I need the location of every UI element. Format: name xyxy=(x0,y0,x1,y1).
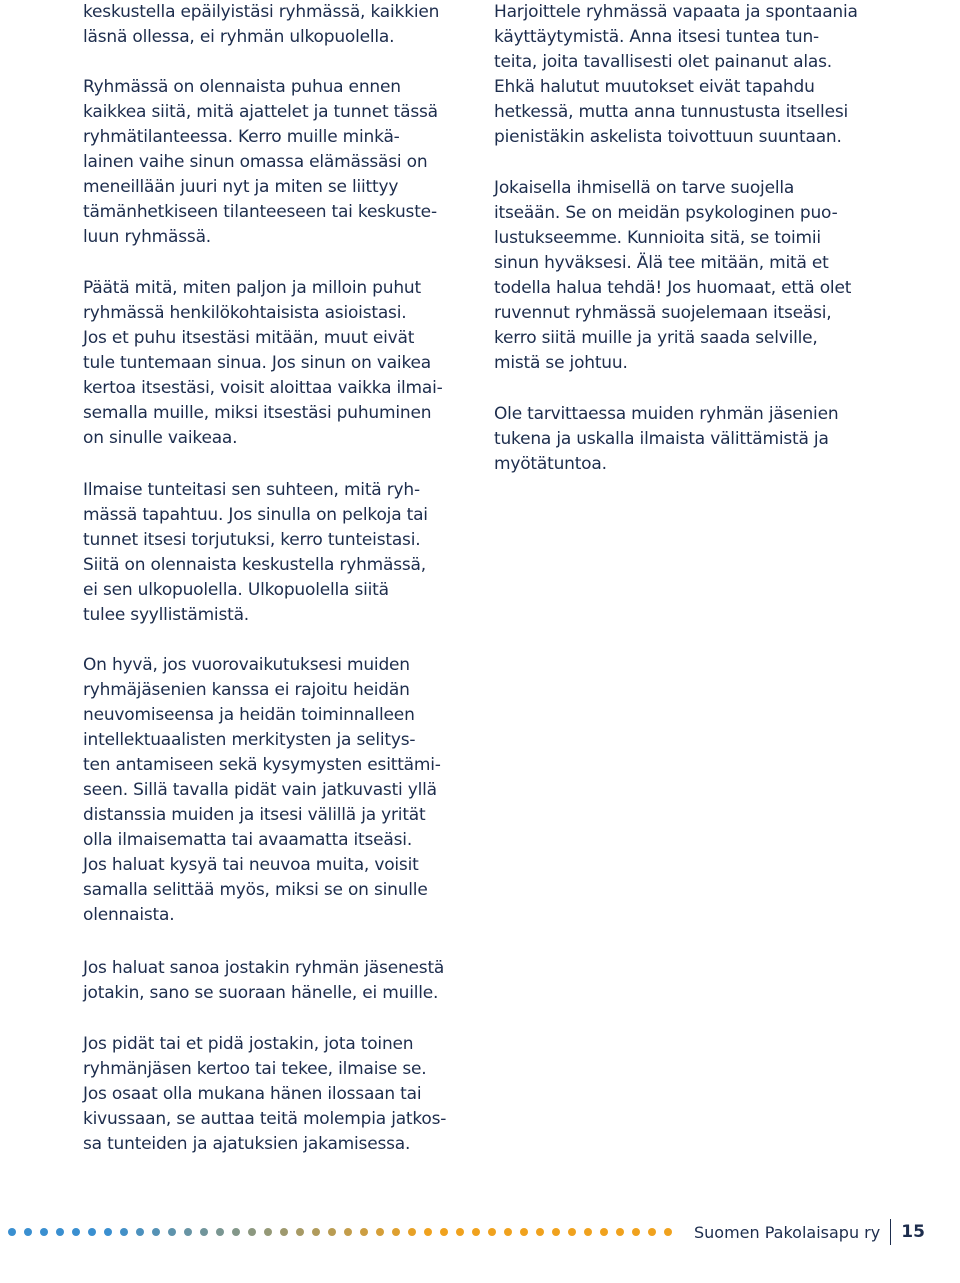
paragraph: Ryhmässä on olennaista puhua ennen kaikkea siitä, mitä ajattelet ja tunnet tässä ryhmätilanteessa. Kerro muille minkä- lainen vaihe sinun omassa elämässäsi on meneillään juuri nyt ja miten se liittyy tämänhetkiseen tilanteeseen tai keskuste- luun ryhmässä. xyxy=(83,77,438,247)
decorative-dot xyxy=(104,1228,112,1236)
decorative-dot xyxy=(632,1228,640,1236)
decorative-dot xyxy=(616,1228,624,1236)
paragraph: Harjoittele ryhmässä vapaata ja spontaania käyttäytymistä. Anna itsesi tuntea tun- teita, joita tavallisesti olet painanut alas. Ehkä halutut muutokset eivät tapahdu hetkessä, mutta anna tunnustusta itsellesi pienistäkin askelista toivottuun suuntaan. xyxy=(494,2,858,147)
decorative-dot xyxy=(584,1228,592,1236)
decorative-dot xyxy=(184,1228,192,1236)
decorative-dot xyxy=(280,1228,288,1236)
page-number: 15 xyxy=(901,1222,925,1242)
decorative-dot xyxy=(232,1228,240,1236)
decorative-dot xyxy=(600,1228,608,1236)
decorative-dot xyxy=(296,1228,304,1236)
decorative-dot xyxy=(344,1228,352,1236)
decorative-dot xyxy=(152,1228,160,1236)
decorative-dot xyxy=(440,1228,448,1236)
paragraph: On hyvä, jos vuorovaikutuksesi muiden ryhmäjäsenien kanssa ei rajoitu heidän neuvomiseensa ja heidän toiminnalleen intellektuaalisten merkitysten ja selitys- ten antamiseen sekä kysymysten esittämi- seen. Sillä tavalla pidät vain jatkuvasti yllä distanssia muiden ja itsesi välillä ja yrität olla ilmaisematta tai avaamatta itseäsi. Jos haluat kysyä tai neuvoa muita, voisit samalla selittää myös, miksi se on sinulle olennaista. xyxy=(83,655,441,925)
paragraph: keskustella epäilyistäsi ryhmässä, kaikkien läsnä ollessa, ei ryhmän ulkopuolella. xyxy=(83,2,440,47)
decorative-dot xyxy=(504,1228,512,1236)
decorative-dot-row xyxy=(0,1228,690,1238)
decorative-dot xyxy=(40,1228,48,1236)
decorative-dot xyxy=(200,1228,208,1236)
publisher-name: Suomen Pakolaisapu ry xyxy=(694,1222,881,1242)
decorative-dot xyxy=(472,1228,480,1236)
decorative-dot xyxy=(488,1228,496,1236)
decorative-dot xyxy=(536,1228,544,1236)
page-footer xyxy=(694,1219,925,1245)
decorative-dot xyxy=(56,1228,64,1236)
decorative-dot xyxy=(8,1228,16,1236)
decorative-dot xyxy=(264,1228,272,1236)
decorative-dot xyxy=(552,1228,560,1236)
decorative-dot xyxy=(376,1228,384,1236)
decorative-dot xyxy=(520,1228,528,1236)
decorative-dot xyxy=(24,1228,32,1236)
footer-divider xyxy=(890,1219,891,1245)
decorative-dot xyxy=(392,1228,400,1236)
decorative-dot xyxy=(312,1228,320,1236)
decorative-dot xyxy=(360,1228,368,1236)
paragraph: Jos pidät tai et pidä jostakin, jota toinen ryhmänjäsen kertoo tai tekee, ilmaise se. Jos osaat olla mukana hänen ilossaan tai kivussaan, se auttaa teitä molempia jatkos- sa tunteiden ja ajatuksien jakamisessa. xyxy=(83,1034,447,1154)
paragraph: Ole tarvittaessa muiden ryhmän jäsenien tukena ja uskalla ilmaista välittämistä ja myötätuntoa. xyxy=(494,404,839,474)
paragraph: Jos haluat sanoa jostakin ryhmän jäsenestä jotakin, sano se suoraan hänelle, ei muille. xyxy=(83,958,445,1003)
decorative-dot xyxy=(648,1228,656,1236)
decorative-dot xyxy=(120,1228,128,1236)
decorative-dot xyxy=(664,1228,672,1236)
decorative-dot xyxy=(328,1228,336,1236)
decorative-dot xyxy=(88,1228,96,1236)
paragraph: Jokaisella ihmisellä on tarve suojella itseään. Se on meidän psykologinen puo- lustukseemme. Kunnioita sitä, se toimii sinun hyväksesi. Älä tee mitään, mitä et todella halua tehdä! Jos huomaat, että olet ruvennut ryhmässä suojelemaan itseäsi, kerro siitä muille ja yritä saada selville, mistä se johtuu. xyxy=(494,178,852,373)
decorative-dot xyxy=(248,1228,256,1236)
decorative-dot xyxy=(424,1228,432,1236)
decorative-dot xyxy=(72,1228,80,1236)
decorative-dot xyxy=(216,1228,224,1236)
decorative-dot xyxy=(568,1228,576,1236)
decorative-dot xyxy=(408,1228,416,1236)
decorative-dot xyxy=(456,1228,464,1236)
decorative-dot xyxy=(168,1228,176,1236)
paragraph: Päätä mitä, miten paljon ja milloin puhut ryhmässä henkilökohtaisista asioistasi. Jos et puhu itsestäsi mitään, muut eivät tule tuntemaan sinua. Jos sinun on vaikea kertoa itsestäsi, voisit aloittaa vaikka ilmai- semalla muille, miksi itsestäsi puhuminen on sinulle vaikeaa. xyxy=(83,278,443,448)
decorative-dot xyxy=(136,1228,144,1236)
paragraph: Ilmaise tunteitasi sen suhteen, mitä ryh- mässä tapahtuu. Jos sinulla on pelkoja tai tunnet itsesi torjutuksi, kerro tunteistasi. Siitä on olennaista keskustella ryhmässä, ei sen ulkopuolella. Ulkopuolella siitä tulee syyllistämistä. xyxy=(83,480,428,625)
